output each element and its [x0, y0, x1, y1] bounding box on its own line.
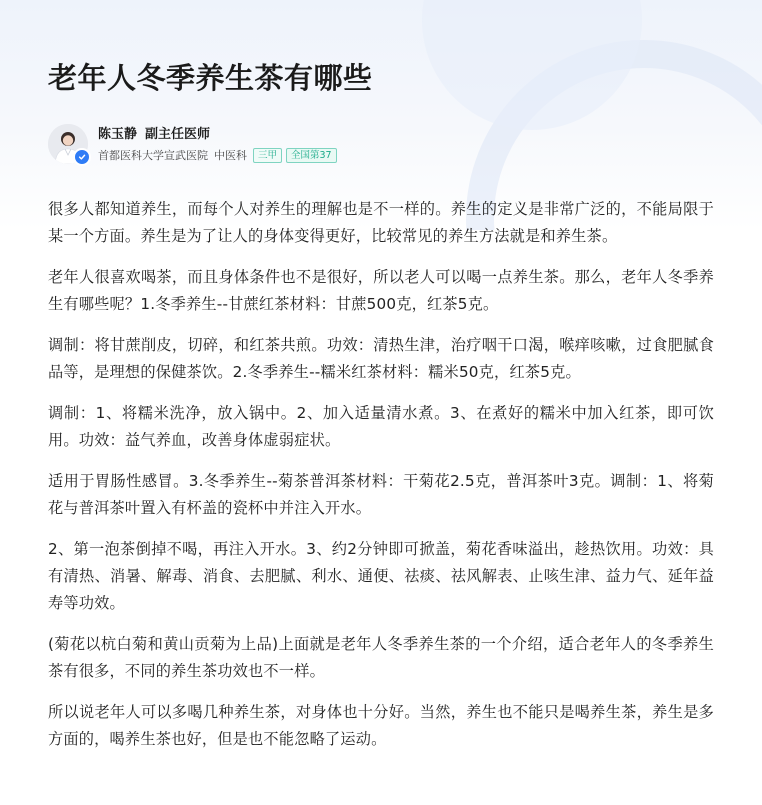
article-paragraph: 所以说老年人可以多喝几种养生茶，对身体也十分好。当然，养生也不能只是喝养生茶，养生是多方面的，喝养生茶也好，但是也不能忽略了运动。 — [48, 703, 714, 748]
author-info — [98, 126, 337, 163]
article-paragraph: (菊花以杭白菊和黄山贡菊为上品)上面就是老年人冬季养生茶的一个介绍，适合老年人的冬季养生茶有很多，不同的养生茶功效也不一样。 — [48, 635, 714, 680]
article-paragraph: 很多人都知道养生，而每个人对养生的理解也是不一样的。养生的定义是非常广泛的，不能局限于某一个方面。养生是为了让人的身体变得更好，比较常见的养生方法就是和养生茶。 — [48, 200, 714, 245]
article-paragraph: 2、第一泡茶倒掉不喝，再注入开水。3、约2分钟即可掀盖，菊花香味溢出，趁热饮用。功效：具有清热、消暑、解毒、消食、去肥腻、利水、通便、祛痰、祛风解表、止咳生津、益力气、延年益寿等功效。 — [48, 540, 714, 612]
author-name[interactable]: 陈玉静 — [98, 126, 138, 142]
hospital-rank-badge: 全国第37 — [286, 148, 337, 163]
author-name-row — [98, 126, 337, 144]
author-org-row — [98, 148, 337, 163]
hospital-grade-badge: 三甲 — [253, 148, 282, 163]
article-paragraph: 调制：将甘蔗削皮，切碎，和红茶共煎。功效：清热生津，治疗咽干口渴，喉痒咳嗽，过食肥腻食品等，是理想的保健茶饮。2.冬季养生--糯米红茶材料：糯米50克，红茶5克。 — [48, 336, 714, 381]
article-paragraph: 调制：1、将糯米洗净，放入锅中。2、加入适量清水煮。3、在煮好的糯米中加入红茶，即可饮用。功效：益气养血，改善身体虚弱症状。 — [48, 404, 714, 449]
author-title: 副主任医师 — [145, 126, 211, 142]
article-paragraph: 适用于胃肠性感冒。3.冬季养生--菊茶普洱茶材料：干菊花2.5克，普洱茶叶3克。调制：1、将菊花与普洱茶叶置入有杯盖的瓷杯中并注入开水。 — [48, 472, 714, 517]
author-card[interactable] — [48, 124, 714, 164]
article-body — [48, 196, 714, 753]
hospital-name[interactable]: 首都医科大学宣武医院 — [98, 148, 208, 162]
verified-check-icon — [73, 148, 91, 166]
article-paragraph: 老年人很喜欢喝茶，而且身体条件也不是很好，所以老人可以喝一点养生茶。那么，老年人冬季养生有哪些呢？1.冬季养生--甘蔗红茶材料：甘蔗500克，红茶5克。 — [48, 268, 714, 313]
avatar-wrap[interactable] — [48, 124, 88, 164]
article-title: 老年人冬季养生茶有哪些 — [48, 61, 373, 95]
department-name: 中医科 — [214, 148, 247, 162]
